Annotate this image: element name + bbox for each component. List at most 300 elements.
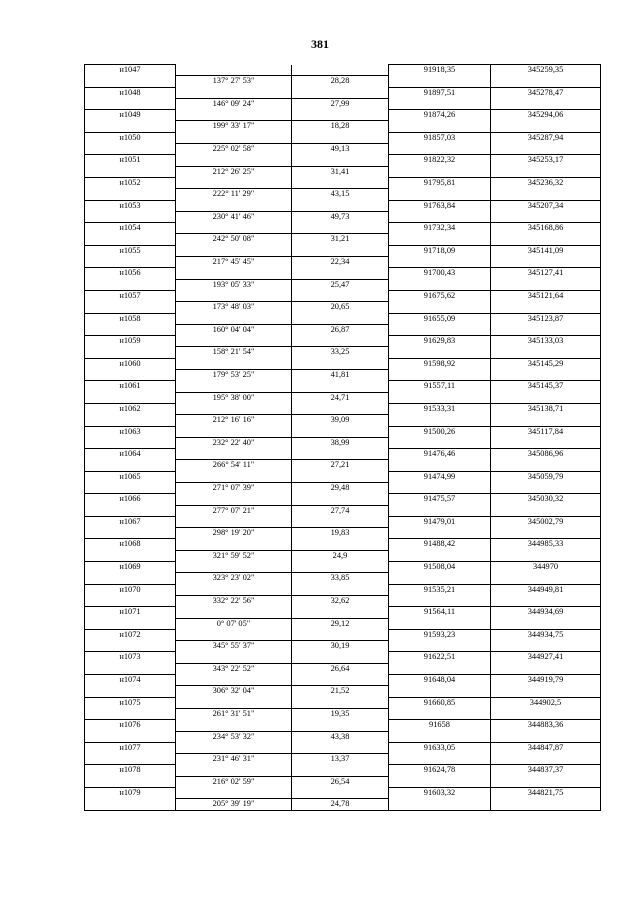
point-row <box>85 132 601 143</box>
empty-cell <box>292 742 389 753</box>
point-name-cell: н1065 <box>85 471 176 482</box>
empty-cell <box>176 652 292 663</box>
direction-angle-cell: 271° 07' 39" <box>176 482 292 493</box>
empty-cell <box>292 629 389 640</box>
empty-cell <box>389 595 491 606</box>
point-name-cell: н1050 <box>85 132 176 143</box>
point-row <box>85 697 601 708</box>
direction-angle-cell: 0° 07' 05" <box>176 618 292 629</box>
empty-cell <box>389 279 491 290</box>
empty-cell <box>491 392 601 403</box>
x-coordinate-cell: 91732,34 <box>389 223 491 234</box>
point-name-cell: н1066 <box>85 494 176 505</box>
empty-cell <box>491 641 601 652</box>
empty-cell <box>491 505 601 516</box>
empty-cell <box>85 76 176 87</box>
empty-cell <box>176 471 292 482</box>
empty-cell <box>491 189 601 200</box>
empty-cell <box>176 584 292 595</box>
x-coordinate-cell: 91660,85 <box>389 697 491 708</box>
empty-cell <box>389 76 491 87</box>
y-coordinate-cell: 344934,75 <box>491 629 601 640</box>
distance-cell: 38,99 <box>292 437 389 448</box>
empty-cell <box>389 98 491 109</box>
empty-cell <box>389 550 491 561</box>
y-coordinate-cell: 344970 <box>491 562 601 573</box>
empty-cell <box>389 663 491 674</box>
direction-angle-cell: 277° 07' 21" <box>176 505 292 516</box>
empty-cell <box>389 505 491 516</box>
segment-row <box>85 799 601 811</box>
segment-row <box>85 370 601 381</box>
x-coordinate-cell: 91718,09 <box>389 245 491 256</box>
point-name-cell: н1076 <box>85 720 176 731</box>
distance-cell: 29,12 <box>292 618 389 629</box>
point-name-cell: н1072 <box>85 629 176 640</box>
empty-cell <box>85 370 176 381</box>
segment-row <box>85 144 601 155</box>
point-row <box>85 629 601 640</box>
empty-cell <box>491 166 601 177</box>
segment-row <box>85 166 601 177</box>
point-row <box>85 155 601 166</box>
empty-cell <box>85 144 176 155</box>
x-coordinate-cell: 91624,78 <box>389 765 491 776</box>
y-coordinate-cell: 345086,96 <box>491 449 601 460</box>
point-row <box>85 290 601 301</box>
point-name-cell: н1068 <box>85 539 176 550</box>
point-row <box>85 720 601 731</box>
segment-row <box>85 731 601 742</box>
distance-cell: 28,28 <box>292 76 389 87</box>
empty-cell <box>85 302 176 313</box>
empty-cell <box>491 731 601 742</box>
segment-row <box>85 528 601 539</box>
point-row <box>85 358 601 369</box>
y-coordinate-cell: 345259,35 <box>491 65 601 76</box>
coordinates-table-body <box>85 65 601 811</box>
point-row <box>85 313 601 324</box>
empty-cell <box>176 87 292 98</box>
y-coordinate-cell: 345145,37 <box>491 381 601 392</box>
empty-cell <box>176 132 292 143</box>
empty-cell <box>491 799 601 811</box>
direction-angle-cell: 137° 27' 53" <box>176 76 292 87</box>
coordinates-table <box>84 64 601 811</box>
x-coordinate-cell: 91700,43 <box>389 268 491 279</box>
point-name-cell: н1078 <box>85 765 176 776</box>
point-name-cell: н1049 <box>85 110 176 121</box>
empty-cell <box>176 223 292 234</box>
empty-cell <box>292 539 389 550</box>
segment-row <box>85 257 601 268</box>
empty-cell <box>389 731 491 742</box>
x-coordinate-cell: 91897,51 <box>389 87 491 98</box>
direction-angle-cell: 321° 59' 52" <box>176 550 292 561</box>
empty-cell <box>491 595 601 606</box>
y-coordinate-cell: 345207,34 <box>491 200 601 211</box>
point-row <box>85 449 601 460</box>
empty-cell <box>85 618 176 629</box>
x-coordinate-cell: 91874,26 <box>389 110 491 121</box>
empty-cell <box>176 607 292 618</box>
y-coordinate-cell: 344934,69 <box>491 607 601 618</box>
empty-cell <box>176 200 292 211</box>
empty-cell <box>85 776 176 787</box>
empty-cell <box>491 618 601 629</box>
empty-cell <box>389 302 491 313</box>
x-coordinate-cell: 91857,03 <box>389 132 491 143</box>
y-coordinate-cell: 344902,5 <box>491 697 601 708</box>
distance-cell: 21,52 <box>292 686 389 697</box>
segment-row <box>85 279 601 290</box>
point-name-cell: н1061 <box>85 381 176 392</box>
segment-row <box>85 392 601 403</box>
empty-cell <box>85 279 176 290</box>
segment-row <box>85 505 601 516</box>
empty-cell <box>292 65 389 76</box>
distance-cell: 27,21 <box>292 460 389 471</box>
x-coordinate-cell: 91675,62 <box>389 290 491 301</box>
empty-cell <box>389 189 491 200</box>
point-name-cell: н1075 <box>85 697 176 708</box>
direction-angle-cell: 222° 11' 29" <box>176 189 292 200</box>
point-name-cell: н1048 <box>85 87 176 98</box>
x-coordinate-cell: 91500,26 <box>389 426 491 437</box>
empty-cell <box>292 449 389 460</box>
empty-cell <box>491 776 601 787</box>
empty-cell <box>176 516 292 527</box>
x-coordinate-cell: 91795,81 <box>389 177 491 188</box>
direction-angle-cell: 179° 53' 25" <box>176 370 292 381</box>
x-coordinate-cell: 91648,04 <box>389 675 491 686</box>
empty-cell <box>176 65 292 76</box>
empty-cell <box>491 415 601 426</box>
segment-row <box>85 121 601 132</box>
empty-cell <box>292 110 389 121</box>
empty-cell <box>292 290 389 301</box>
direction-angle-cell: 230° 41' 46" <box>176 211 292 222</box>
point-row <box>85 494 601 505</box>
distance-cell: 31,41 <box>292 166 389 177</box>
distance-cell: 33,25 <box>292 347 389 358</box>
direction-angle-cell: 225° 02' 58" <box>176 144 292 155</box>
y-coordinate-cell: 344821,75 <box>491 788 601 799</box>
empty-cell <box>389 392 491 403</box>
distance-cell: 27,99 <box>292 98 389 109</box>
empty-cell <box>292 697 389 708</box>
segment-row <box>85 415 601 426</box>
empty-cell <box>85 234 176 245</box>
y-coordinate-cell: 345121,64 <box>491 290 601 301</box>
direction-angle-cell: 306° 32' 04" <box>176 686 292 697</box>
segment-row <box>85 302 601 313</box>
y-coordinate-cell: 344919,79 <box>491 675 601 686</box>
x-coordinate-cell: 91763,84 <box>389 200 491 211</box>
empty-cell <box>176 381 292 392</box>
x-coordinate-cell: 91658 <box>389 720 491 731</box>
empty-cell <box>292 132 389 143</box>
direction-angle-cell: 173° 48' 03" <box>176 302 292 313</box>
direction-angle-cell: 298° 19' 20" <box>176 528 292 539</box>
y-coordinate-cell: 345141,09 <box>491 245 601 256</box>
empty-cell <box>389 799 491 811</box>
y-coordinate-cell: 344883,36 <box>491 720 601 731</box>
empty-cell <box>85 257 176 268</box>
segment-row <box>85 641 601 652</box>
empty-cell <box>389 776 491 787</box>
empty-cell <box>292 765 389 776</box>
direction-angle-cell: 345° 55' 37" <box>176 641 292 652</box>
y-coordinate-cell: 345123,87 <box>491 313 601 324</box>
empty-cell <box>491 257 601 268</box>
empty-cell <box>85 482 176 493</box>
distance-cell: 31,21 <box>292 234 389 245</box>
point-row <box>85 403 601 414</box>
distance-cell: 41,81 <box>292 370 389 381</box>
point-name-cell: н1064 <box>85 449 176 460</box>
empty-cell <box>491 211 601 222</box>
empty-cell <box>292 471 389 482</box>
empty-cell <box>176 494 292 505</box>
x-coordinate-cell: 91629,83 <box>389 336 491 347</box>
empty-cell <box>176 788 292 799</box>
segment-row <box>85 573 601 584</box>
empty-cell <box>389 618 491 629</box>
empty-cell <box>176 358 292 369</box>
point-name-cell: н1047 <box>85 65 176 76</box>
empty-cell <box>292 336 389 347</box>
y-coordinate-cell: 345133,03 <box>491 336 601 347</box>
point-row <box>85 65 601 76</box>
direction-angle-cell: 234° 53' 32" <box>176 731 292 742</box>
empty-cell <box>85 98 176 109</box>
empty-cell <box>85 573 176 584</box>
direction-angle-cell: 146° 09' 24" <box>176 98 292 109</box>
segment-row <box>85 482 601 493</box>
empty-cell <box>389 257 491 268</box>
empty-cell <box>85 663 176 674</box>
point-row <box>85 177 601 188</box>
direction-angle-cell: 217° 45' 45" <box>176 257 292 268</box>
empty-cell <box>292 516 389 527</box>
y-coordinate-cell: 345253,17 <box>491 155 601 166</box>
empty-cell <box>491 482 601 493</box>
segment-row <box>85 211 601 222</box>
empty-cell <box>389 347 491 358</box>
point-row <box>85 788 601 799</box>
empty-cell <box>292 675 389 686</box>
direction-angle-cell: 266° 54' 11" <box>176 460 292 471</box>
empty-cell <box>491 460 601 471</box>
distance-cell: 24,9 <box>292 550 389 561</box>
point-row <box>85 268 601 279</box>
direction-angle-cell: 205° 39' 19" <box>176 799 292 811</box>
empty-cell <box>85 754 176 765</box>
empty-cell <box>85 528 176 539</box>
point-row <box>85 539 601 550</box>
x-coordinate-cell: 91918,35 <box>389 65 491 76</box>
empty-cell <box>85 324 176 335</box>
empty-cell <box>491 76 601 87</box>
empty-cell <box>491 663 601 674</box>
segment-row <box>85 618 601 629</box>
empty-cell <box>176 562 292 573</box>
y-coordinate-cell: 345287,94 <box>491 132 601 143</box>
empty-cell <box>292 494 389 505</box>
empty-cell <box>292 652 389 663</box>
empty-cell <box>389 144 491 155</box>
distance-cell: 49,13 <box>292 144 389 155</box>
segment-row <box>85 686 601 697</box>
x-coordinate-cell: 91535,21 <box>389 584 491 595</box>
direction-angle-cell: 193° 05' 33" <box>176 279 292 290</box>
point-name-cell: н1077 <box>85 742 176 753</box>
point-row <box>85 426 601 437</box>
segment-row <box>85 754 601 765</box>
empty-cell <box>176 675 292 686</box>
empty-cell <box>389 482 491 493</box>
x-coordinate-cell: 91557,11 <box>389 381 491 392</box>
direction-angle-cell: 232° 22' 40" <box>176 437 292 448</box>
empty-cell <box>176 245 292 256</box>
x-coordinate-cell: 91475,57 <box>389 494 491 505</box>
distance-cell: 49,73 <box>292 211 389 222</box>
distance-cell: 24,71 <box>292 392 389 403</box>
y-coordinate-cell: 345138,71 <box>491 403 601 414</box>
direction-angle-cell: 212° 26' 25" <box>176 166 292 177</box>
point-name-cell: н1079 <box>85 788 176 799</box>
direction-angle-cell: 199° 33' 17" <box>176 121 292 132</box>
segment-row <box>85 550 601 561</box>
empty-cell <box>389 234 491 245</box>
point-name-cell: н1071 <box>85 607 176 618</box>
empty-cell <box>85 460 176 471</box>
distance-cell: 33,85 <box>292 573 389 584</box>
empty-cell <box>491 144 601 155</box>
distance-cell: 32,62 <box>292 595 389 606</box>
point-name-cell: н1073 <box>85 652 176 663</box>
empty-cell <box>85 686 176 697</box>
x-coordinate-cell: 91533,31 <box>389 403 491 414</box>
point-name-cell: н1053 <box>85 200 176 211</box>
distance-cell: 19,35 <box>292 708 389 719</box>
empty-cell <box>491 708 601 719</box>
distance-cell: 25,47 <box>292 279 389 290</box>
y-coordinate-cell: 344847,87 <box>491 742 601 753</box>
empty-cell <box>292 200 389 211</box>
empty-cell <box>292 607 389 618</box>
direction-angle-cell: 160° 04' 04" <box>176 324 292 335</box>
point-name-cell: н1063 <box>85 426 176 437</box>
empty-cell <box>389 166 491 177</box>
empty-cell <box>292 403 389 414</box>
point-name-cell: н1051 <box>85 155 176 166</box>
empty-cell <box>292 358 389 369</box>
empty-cell <box>176 110 292 121</box>
empty-cell <box>389 708 491 719</box>
y-coordinate-cell: 345117,84 <box>491 426 601 437</box>
empty-cell <box>389 370 491 381</box>
distance-cell: 26,54 <box>292 776 389 787</box>
empty-cell <box>85 799 176 811</box>
y-coordinate-cell: 344949,81 <box>491 584 601 595</box>
point-name-cell: н1067 <box>85 516 176 527</box>
direction-angle-cell: 261° 31' 51" <box>176 708 292 719</box>
distance-cell: 19,83 <box>292 528 389 539</box>
point-name-cell: н1055 <box>85 245 176 256</box>
empty-cell <box>176 403 292 414</box>
distance-cell: 30,19 <box>292 641 389 652</box>
empty-cell <box>491 324 601 335</box>
point-name-cell: н1057 <box>85 290 176 301</box>
empty-cell <box>389 211 491 222</box>
x-coordinate-cell: 91508,04 <box>389 562 491 573</box>
point-name-cell: н1070 <box>85 584 176 595</box>
point-row <box>85 516 601 527</box>
y-coordinate-cell: 345002,79 <box>491 516 601 527</box>
point-row <box>85 336 601 347</box>
point-row <box>85 200 601 211</box>
empty-cell <box>491 686 601 697</box>
empty-cell <box>85 550 176 561</box>
distance-cell: 29,48 <box>292 482 389 493</box>
empty-cell <box>176 765 292 776</box>
point-row <box>85 245 601 256</box>
empty-cell <box>176 720 292 731</box>
point-row <box>85 87 601 98</box>
point-name-cell: н1058 <box>85 313 176 324</box>
point-name-cell: н1052 <box>85 177 176 188</box>
segment-row <box>85 776 601 787</box>
segment-row <box>85 76 601 87</box>
empty-cell <box>176 290 292 301</box>
empty-cell <box>389 121 491 132</box>
empty-cell <box>85 708 176 719</box>
x-coordinate-cell: 91622,51 <box>389 652 491 663</box>
segment-row <box>85 663 601 674</box>
empty-cell <box>85 641 176 652</box>
empty-cell <box>389 460 491 471</box>
segment-row <box>85 347 601 358</box>
point-row <box>85 765 601 776</box>
point-row <box>85 110 601 121</box>
x-coordinate-cell: 91633,05 <box>389 742 491 753</box>
distance-cell: 22,34 <box>292 257 389 268</box>
empty-cell <box>389 528 491 539</box>
empty-cell <box>85 211 176 222</box>
direction-angle-cell: 158° 21' 54" <box>176 347 292 358</box>
empty-cell <box>389 686 491 697</box>
empty-cell <box>85 189 176 200</box>
y-coordinate-cell: 345059,79 <box>491 471 601 482</box>
empty-cell <box>389 573 491 584</box>
empty-cell <box>292 381 389 392</box>
empty-cell <box>292 177 389 188</box>
segment-row <box>85 460 601 471</box>
segment-row <box>85 437 601 448</box>
distance-cell: 26,64 <box>292 663 389 674</box>
distance-cell: 26,87 <box>292 324 389 335</box>
empty-cell <box>85 437 176 448</box>
empty-cell <box>176 449 292 460</box>
distance-cell: 13,37 <box>292 754 389 765</box>
empty-cell <box>491 370 601 381</box>
empty-cell <box>85 731 176 742</box>
empty-cell <box>292 268 389 279</box>
empty-cell <box>176 697 292 708</box>
point-row <box>85 223 601 234</box>
